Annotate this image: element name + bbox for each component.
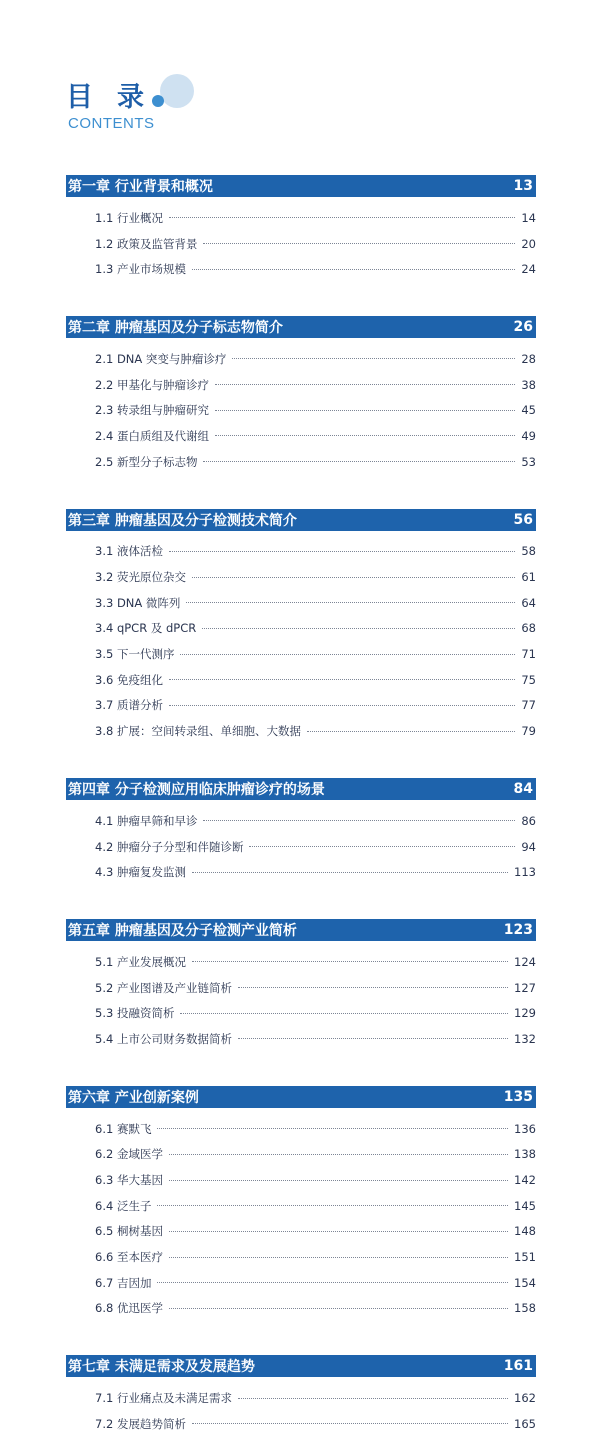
toc-item[interactable] xyxy=(66,231,536,257)
chapter-page-number: 123 xyxy=(503,922,533,939)
toc-item[interactable] xyxy=(66,641,536,667)
toc-item-label: 3.2 荧光原位杂交 xyxy=(95,570,186,585)
toc-item-label: 6.8 优迅医学 xyxy=(95,1301,163,1316)
toc-item[interactable] xyxy=(66,449,536,475)
dot-leader xyxy=(169,551,515,552)
toc-item-label: 6.1 赛默飞 xyxy=(95,1121,152,1136)
toc-item[interactable] xyxy=(66,423,536,449)
dot-leader xyxy=(157,1282,508,1283)
toc-item[interactable] xyxy=(66,1116,536,1142)
toc-item-page-number: 162 xyxy=(514,1391,536,1406)
toc-item[interactable] xyxy=(66,256,536,282)
chapter-section xyxy=(66,1086,536,1322)
toc-item[interactable] xyxy=(66,372,536,398)
dot-leader xyxy=(203,820,515,821)
dot-leader xyxy=(192,872,508,873)
dot-leader xyxy=(215,384,515,385)
toc-item[interactable] xyxy=(66,1142,536,1168)
chapter-item-list xyxy=(66,531,536,745)
dot-leader xyxy=(169,705,515,706)
dot-leader xyxy=(180,654,515,655)
chapter-heading[interactable] xyxy=(66,919,536,941)
toc-item-page-number: 79 xyxy=(521,724,536,739)
toc-item-page-number: 49 xyxy=(521,428,536,443)
toc-header xyxy=(66,74,266,144)
chapter-title: 第六章 产业创新案例 xyxy=(68,1089,199,1106)
toc-item-label: 5.3 投融资简析 xyxy=(95,1006,175,1021)
toc-item-page-number: 94 xyxy=(521,839,536,854)
toc-item-page-number: 53 xyxy=(521,454,536,469)
chapter-item-list xyxy=(66,800,536,885)
toc-item-label: 6.2 金域医学 xyxy=(95,1147,163,1162)
dot-leader xyxy=(202,628,515,629)
toc-item[interactable] xyxy=(66,808,536,834)
chapter-heading[interactable] xyxy=(66,778,536,800)
dot-leader xyxy=(192,961,508,962)
toc-item-page-number: 86 xyxy=(521,813,536,828)
toc-item-label: 6.7 吉因加 xyxy=(95,1275,152,1290)
chapter-item-list xyxy=(66,1377,536,1436)
toc-item[interactable] xyxy=(66,949,536,975)
chapter-page-number: 135 xyxy=(503,1088,533,1105)
toc-item-page-number: 138 xyxy=(514,1147,536,1162)
toc-item-label: 6.3 华大基因 xyxy=(95,1173,163,1188)
toc-item-label: 7.1 行业痛点及未满足需求 xyxy=(95,1391,232,1406)
toc-item[interactable] xyxy=(66,1000,536,1026)
dot-leader xyxy=(307,731,515,732)
toc-item[interactable] xyxy=(66,1244,536,1270)
toc-item-label: 2.1 DNA 突变与肿瘤诊疗 xyxy=(95,351,227,366)
toc-item-label: 3.7 质谱分析 xyxy=(95,698,163,713)
toc-item[interactable] xyxy=(66,859,536,885)
toc-item-label: 4.3 肿瘤复发监测 xyxy=(95,865,186,880)
toc-item-label: 1.2 政策及监管背景 xyxy=(95,236,198,251)
toc-item-label: 3.1 液体活检 xyxy=(95,544,163,559)
toc-item-page-number: 77 xyxy=(521,698,536,713)
chapter-heading[interactable] xyxy=(66,509,536,531)
toc-item-page-number: 113 xyxy=(514,865,536,880)
toc-item-label: 3.4 qPCR 及 dPCR xyxy=(95,621,197,636)
dot-leader xyxy=(203,243,515,244)
toc-item-label: 2.4 蛋白质组及代谢组 xyxy=(95,428,209,443)
toc-item-page-number: 58 xyxy=(521,544,536,559)
toc-item-page-number: 165 xyxy=(514,1416,536,1431)
toc-item-page-number: 158 xyxy=(514,1301,536,1316)
toc-item-label: 4.2 肿瘤分子分型和伴随诊断 xyxy=(95,839,244,854)
table-of-contents xyxy=(66,175,536,1437)
toc-item-page-number: 28 xyxy=(521,351,536,366)
toc-item-page-number: 142 xyxy=(514,1173,536,1188)
toc-item-page-number: 129 xyxy=(514,1006,536,1021)
toc-item[interactable] xyxy=(66,718,536,744)
toc-item[interactable] xyxy=(66,397,536,423)
toc-item-page-number: 61 xyxy=(521,570,536,585)
toc-item-label: 5.4 上市公司财务数据简析 xyxy=(95,1031,232,1046)
dot-leader xyxy=(169,1257,508,1258)
page-title: 目录 xyxy=(66,82,168,113)
chapter-page-number: 161 xyxy=(503,1358,533,1375)
chapter-title: 第二章 肿瘤基因及分子标志物简介 xyxy=(68,320,283,337)
dot-leader xyxy=(169,679,515,680)
toc-item[interactable] xyxy=(66,205,536,231)
toc-item-page-number: 145 xyxy=(514,1198,536,1213)
chapter-heading[interactable] xyxy=(66,316,536,338)
toc-item[interactable] xyxy=(66,1026,536,1052)
chapter-heading[interactable] xyxy=(66,175,536,197)
toc-item-label: 2.3 转录组与肿瘤研究 xyxy=(95,403,209,418)
toc-item-page-number: 75 xyxy=(521,672,536,687)
toc-item[interactable] xyxy=(66,564,536,590)
chapter-title: 第四章 分子检测应用临床肿瘤诊疗的场景 xyxy=(68,782,325,798)
chapter-page-number: 26 xyxy=(513,319,533,336)
chapter-section xyxy=(66,778,536,885)
toc-item-page-number: 136 xyxy=(514,1121,536,1136)
toc-item-page-number: 151 xyxy=(514,1250,536,1265)
dot-leader xyxy=(169,217,515,218)
chapter-section xyxy=(66,919,536,1052)
toc-item-page-number: 71 xyxy=(521,647,536,662)
dot-leader xyxy=(169,1154,508,1155)
chapter-section xyxy=(66,1355,536,1436)
chapter-item-list xyxy=(66,1108,536,1322)
dot-leader xyxy=(169,1231,508,1232)
chapter-item-list xyxy=(66,941,536,1052)
page-subtitle: CONTENTS xyxy=(68,115,155,132)
chapter-page-number: 84 xyxy=(513,781,533,797)
dot-leader xyxy=(192,577,515,578)
dot-leader xyxy=(192,269,515,270)
toc-item-page-number: 154 xyxy=(514,1275,536,1290)
toc-item[interactable] xyxy=(66,667,536,693)
dot-leader xyxy=(192,1423,508,1424)
toc-item[interactable] xyxy=(66,539,536,565)
toc-item-label: 3.5 下一代测序 xyxy=(95,647,175,662)
toc-item-label: 4.1 肿瘤早筛和早诊 xyxy=(95,813,198,828)
toc-item-page-number: 127 xyxy=(514,980,536,995)
toc-item[interactable] xyxy=(66,693,536,719)
dot-leader xyxy=(180,1013,508,1014)
toc-item[interactable] xyxy=(66,1411,536,1437)
toc-item-page-number: 14 xyxy=(521,210,536,225)
chapter-title: 第三章 肿瘤基因及分子检测技术简介 xyxy=(68,512,297,529)
dot-leader xyxy=(215,435,515,436)
dot-leader xyxy=(232,358,515,359)
chapter-heading[interactable] xyxy=(66,1355,536,1377)
dot-leader xyxy=(238,987,508,988)
toc-item-label: 3.8 扩展：空间转录组、单细胞、大数据 xyxy=(95,724,301,739)
chapter-title: 第五章 肿瘤基因及分子检测产业简析 xyxy=(68,923,297,940)
dot-leader xyxy=(169,1308,508,1309)
toc-item[interactable] xyxy=(66,616,536,642)
toc-item-page-number: 124 xyxy=(514,954,536,969)
toc-item-label: 7.2 发展趋势简析 xyxy=(95,1416,186,1431)
chapter-section xyxy=(66,509,536,745)
dot-leader xyxy=(169,1180,508,1181)
toc-item[interactable] xyxy=(66,1270,536,1296)
chapter-page-number: 13 xyxy=(513,178,533,194)
chapter-heading[interactable] xyxy=(66,1086,536,1108)
toc-item[interactable] xyxy=(66,590,536,616)
toc-item-label: 6.5 桐树基因 xyxy=(95,1224,163,1239)
toc-item-label: 5.1 产业发展概况 xyxy=(95,954,186,969)
toc-item-label: 2.5 新型分子标志物 xyxy=(95,454,198,469)
dot-leader xyxy=(215,410,515,411)
dot-leader xyxy=(186,602,515,603)
dot-leader xyxy=(203,461,515,462)
dot-leader xyxy=(238,1038,508,1039)
toc-item[interactable] xyxy=(66,1193,536,1219)
toc-item-label: 1.1 行业概况 xyxy=(95,210,163,225)
chapter-page-number: 56 xyxy=(513,511,533,528)
dot-leader xyxy=(157,1128,508,1129)
toc-item[interactable] xyxy=(66,1385,536,1411)
toc-item-label: 5.2 产业图谱及产业链简析 xyxy=(95,980,232,995)
dot-leader xyxy=(238,1398,508,1399)
toc-item-page-number: 64 xyxy=(521,595,536,610)
toc-item-label: 6.6 至本医疗 xyxy=(95,1250,163,1265)
chapter-title: 第七章 未满足需求及发展趋势 xyxy=(68,1359,255,1376)
toc-item-page-number: 20 xyxy=(521,236,536,251)
dot-leader xyxy=(157,1205,508,1206)
toc-item-page-number: 132 xyxy=(514,1031,536,1046)
toc-item[interactable] xyxy=(66,1167,536,1193)
toc-item-page-number: 68 xyxy=(521,621,536,636)
chapter-item-list xyxy=(66,197,536,282)
chapter-section xyxy=(66,175,536,282)
dot-leader xyxy=(249,846,515,847)
toc-item[interactable] xyxy=(66,975,536,1001)
chapter-item-list xyxy=(66,338,536,474)
toc-item[interactable] xyxy=(66,1219,536,1245)
toc-item-label: 3.3 DNA 微阵列 xyxy=(95,595,181,610)
chapter-title: 第一章 行业背景和概况 xyxy=(68,179,213,195)
toc-item-label: 3.6 免疫组化 xyxy=(95,672,163,687)
toc-item-label: 2.2 甲基化与肿瘤诊疗 xyxy=(95,377,209,392)
chapter-section xyxy=(66,316,536,474)
toc-item-page-number: 148 xyxy=(514,1224,536,1239)
toc-item-page-number: 45 xyxy=(521,403,536,418)
toc-item-label: 6.4 泛生子 xyxy=(95,1198,152,1213)
toc-item-label: 1.3 产业市场规模 xyxy=(95,262,186,277)
toc-item[interactable] xyxy=(66,834,536,860)
toc-item-page-number: 24 xyxy=(521,262,536,277)
toc-item-page-number: 38 xyxy=(521,377,536,392)
toc-item[interactable] xyxy=(66,346,536,372)
toc-item[interactable] xyxy=(66,1296,536,1322)
